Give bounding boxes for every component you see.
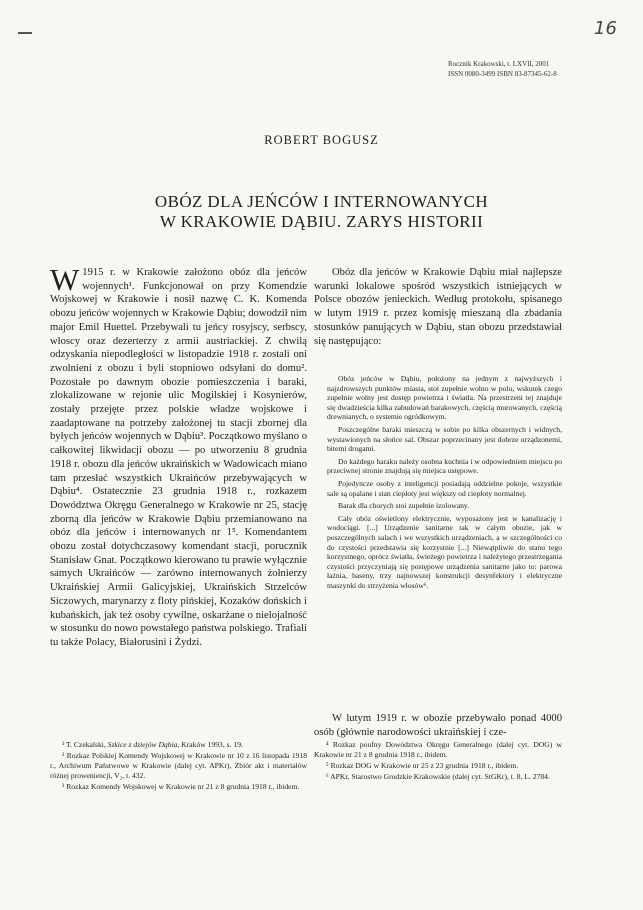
closing-paragraph: W lutym 1919 r. w obozie przebywało ponad 4000 osób (głównie narodowości ukraińskiej i cze- (314, 713, 562, 738)
footnote-text: Rozkaz poufny Dowództwa Okręgu Generalnego (dalej cyt. DOG) w Krakowie nr 21 z 8 grudnia 1918 r., ibidem. (314, 740, 563, 759)
footnote-text: Rozkaz DOG w Krakowie nr 25 z 23 grudnia 1918 r., ibidem. (330, 761, 519, 770)
opening-paragraph (50, 262, 307, 650)
footnote (314, 740, 562, 760)
author-name: ROBERT BOGUSZ (264, 133, 379, 147)
footnote-mark: ⁴ (326, 740, 329, 749)
footnote-mark: ² (62, 751, 65, 760)
footnote-mark: ⁵ (326, 761, 329, 770)
footnote-mark: ³ (62, 782, 65, 791)
journal-info (448, 59, 628, 79)
journal-issn-isbn: ISSN 0080-3499 ISBN 83-87345-62-8 (448, 70, 557, 78)
margin-mark-dash (18, 32, 32, 34)
footnote-author: T. Czekalski, (66, 740, 106, 749)
footnote-text: Rozkaz Polskiej Komendy Wojskowej w Krakowie nr 10 z 16 listopada 1918 r., Archiwum Państwowe w Krakowie (dalej cyt. APKr), Zbiór akt i materiałów różnej proweniencji, V₂, t. 432. (50, 751, 308, 780)
article-title (0, 192, 643, 232)
quote-paragraph: Barak dla chorych stoi zupełnie izolowany. (338, 501, 470, 511)
footnote-mark: ¹ (62, 740, 65, 749)
journal-citation: Rocznik Krakowski, t. LXVII, 2001 (448, 60, 550, 68)
title-line-2: W KRAKOWIE DĄBIU. ZARYS HISTORII (159, 212, 484, 231)
right-intro-paragraph: Obóz dla jeńców w Krakowie Dąbiu miał najlepsze warunki lokalowe spośród wszystkich istniejących w Polsce obozów jenieckich. Według protokołu, spisanego w lutym 1919 r. przez komisję mieszaną dla zbadania stosunków panujących w Dąbiu, stan obozu przedstawiał się następująco: (314, 267, 562, 347)
title-line-1: OBÓZ DLA JEŃCÓW I INTERNOWANYCH (154, 192, 489, 211)
quote-paragraph: Poszczególne baraki mieszczą w sobie po kilka obszernych i widnych, wystawionych na słońce sal. Obszar poprzecinany jest dobrze urządzonemi, bitemi drogami. (327, 424, 562, 454)
quote-paragraph: Pojedyncze osoby z inteligencji posiadają oddzielne pokoje, wszystkie sale są opalane i stan ciepłoty jest większy od ciepłoty normalnej. (327, 478, 562, 498)
block-quote (327, 374, 562, 593)
footnote-text: APKr, Starostwo Grodzkie Krakowskie (dalej cyt. StGKr), t. 8, L. 2784. (330, 772, 550, 781)
footnote-source-title: Szkice z dziejów Dąbia, (107, 740, 180, 749)
drop-cap: W (50, 262, 80, 297)
left-column (50, 262, 307, 650)
footnote (50, 740, 307, 750)
footnotes-right (314, 740, 562, 783)
right-column (314, 266, 562, 348)
footnotes-left (50, 740, 307, 793)
footnote (314, 772, 562, 782)
footnote (50, 751, 307, 781)
footnote (50, 782, 307, 792)
right-closing (314, 712, 562, 739)
quote-paragraph: Cały obóz oświetlony elektrycznie, wyposażony jest w kanalizację i wodociągi. [...] Urządzenie sanitarne tak w całym obozie, jak w poszczególnych salach i we wszystkich urządzeniach, a w szczególności co do czystości przedstawia się korzystnie [...] Niewątpliwie do stanu tego korzystnego, oprócz światła, świeżego powietrza i należytego przestrzegania czystości przyczyniają się postępowe urządzenia sanitarne jako to: parowa łaźnia, baseny, trzy najnowszej konstrukcji desynfektory i elektryczne maszynki do strzyżenia włosów⁶. (327, 513, 562, 590)
footnote (314, 761, 562, 771)
footnote-text: Rozkaz Komendy Wojskowej w Krakowie nr 21 z 8 grudnia 1918 r., ibidem. (66, 782, 300, 791)
quote-paragraph: Obóz jeńców w Dąbiu, położony na jednym z najwyższych i najzdrowszych punktów miasta, stoi zupełnie wolno w polu, wskutek czego zupełnie wolny jest dostęp powietrza i światła. Na przestrzeni tej znajduje się dwadzieścia kilka zabudowań barakowych, częścią murowanych, częścią drewnianych, o systemie ogródkowym. (327, 374, 562, 422)
opening-paragraph-text: 1915 r. w Krakowie założono obóz dla jeńców wojennych¹. Funkcjonował on przy Komendzie Wojskowej w Krakowie i nosił nazwę C. K. Komenda obozu jeńców wojennych w Krakowie Dąbiu; dowodził nim major Emil Huettel. Przebywali tu jeńcy rosyjscy, serbscy, włoscy oraz dezerterzy z armii austriackiej. Z chwilą odzyskania niepodległości w listopadzie 1918 r. zostali oni zwolnieni z obozu i byli stopniowo odsyłani do domu². Pozostałe po dawnym obozie pomieszczenia i baraki, zlokalizowane w rejonie ulic Mogilskiej i Kosynierów, zostały przejęte przez polskie władze wojskowe i zaadaptowane na potrzeby założonej tu stacji zbornej dla byłych jeńców wojennych w Dąbiu³. Początkowo myślano o całkowitej likwidacji obozu — po utworzeniu 8 grudnia 1918 r. obozu dla jeńców ukraińskich w Wadowicach miano tam przesłać wszystkich Ukraińców przebywających w Dąbiu⁴. Ostatecznie 23 grudnia 1918 r., rozkazem Dowództwa Okręgu Generalnego w Krakowie nr 25, stację zborną dla jeńców w Krakowie Dąbiu przemianowano na obóz dla jeńców i internowanych nr 1⁵. Komendantem obozu został dotychczasowy komendant stacji, porucznik Stanisław Gnat. Początkowo kierowano tu prawie wyłącznie samych Ukraińców — zarówno internowanych żołnierzy Ukraińskiej Armii Galicyjskiej, Ukraińskich Strzelców Siczowych, marynarzy z floty pińskiej, Kozaków dońskich i kubańskich, jak też osoby cywilne, oskarżane o nielojalność w stosunku do nowo powstałego państwa polskiego. Trafiali tu także Polacy, Białorusini i Żydzi. (50, 267, 307, 648)
handwritten-page-number: 16 (594, 18, 617, 39)
quote-paragraph: Do każdego baraku należy osobna kuchnia i w odpowiedniem miejscu po przeciwnej stronie znajdują się miejsca ustępowe. (327, 456, 562, 476)
footnote-text: Kraków 1993, s. 19. (181, 740, 243, 749)
footnote-mark: ⁶ (326, 772, 329, 781)
